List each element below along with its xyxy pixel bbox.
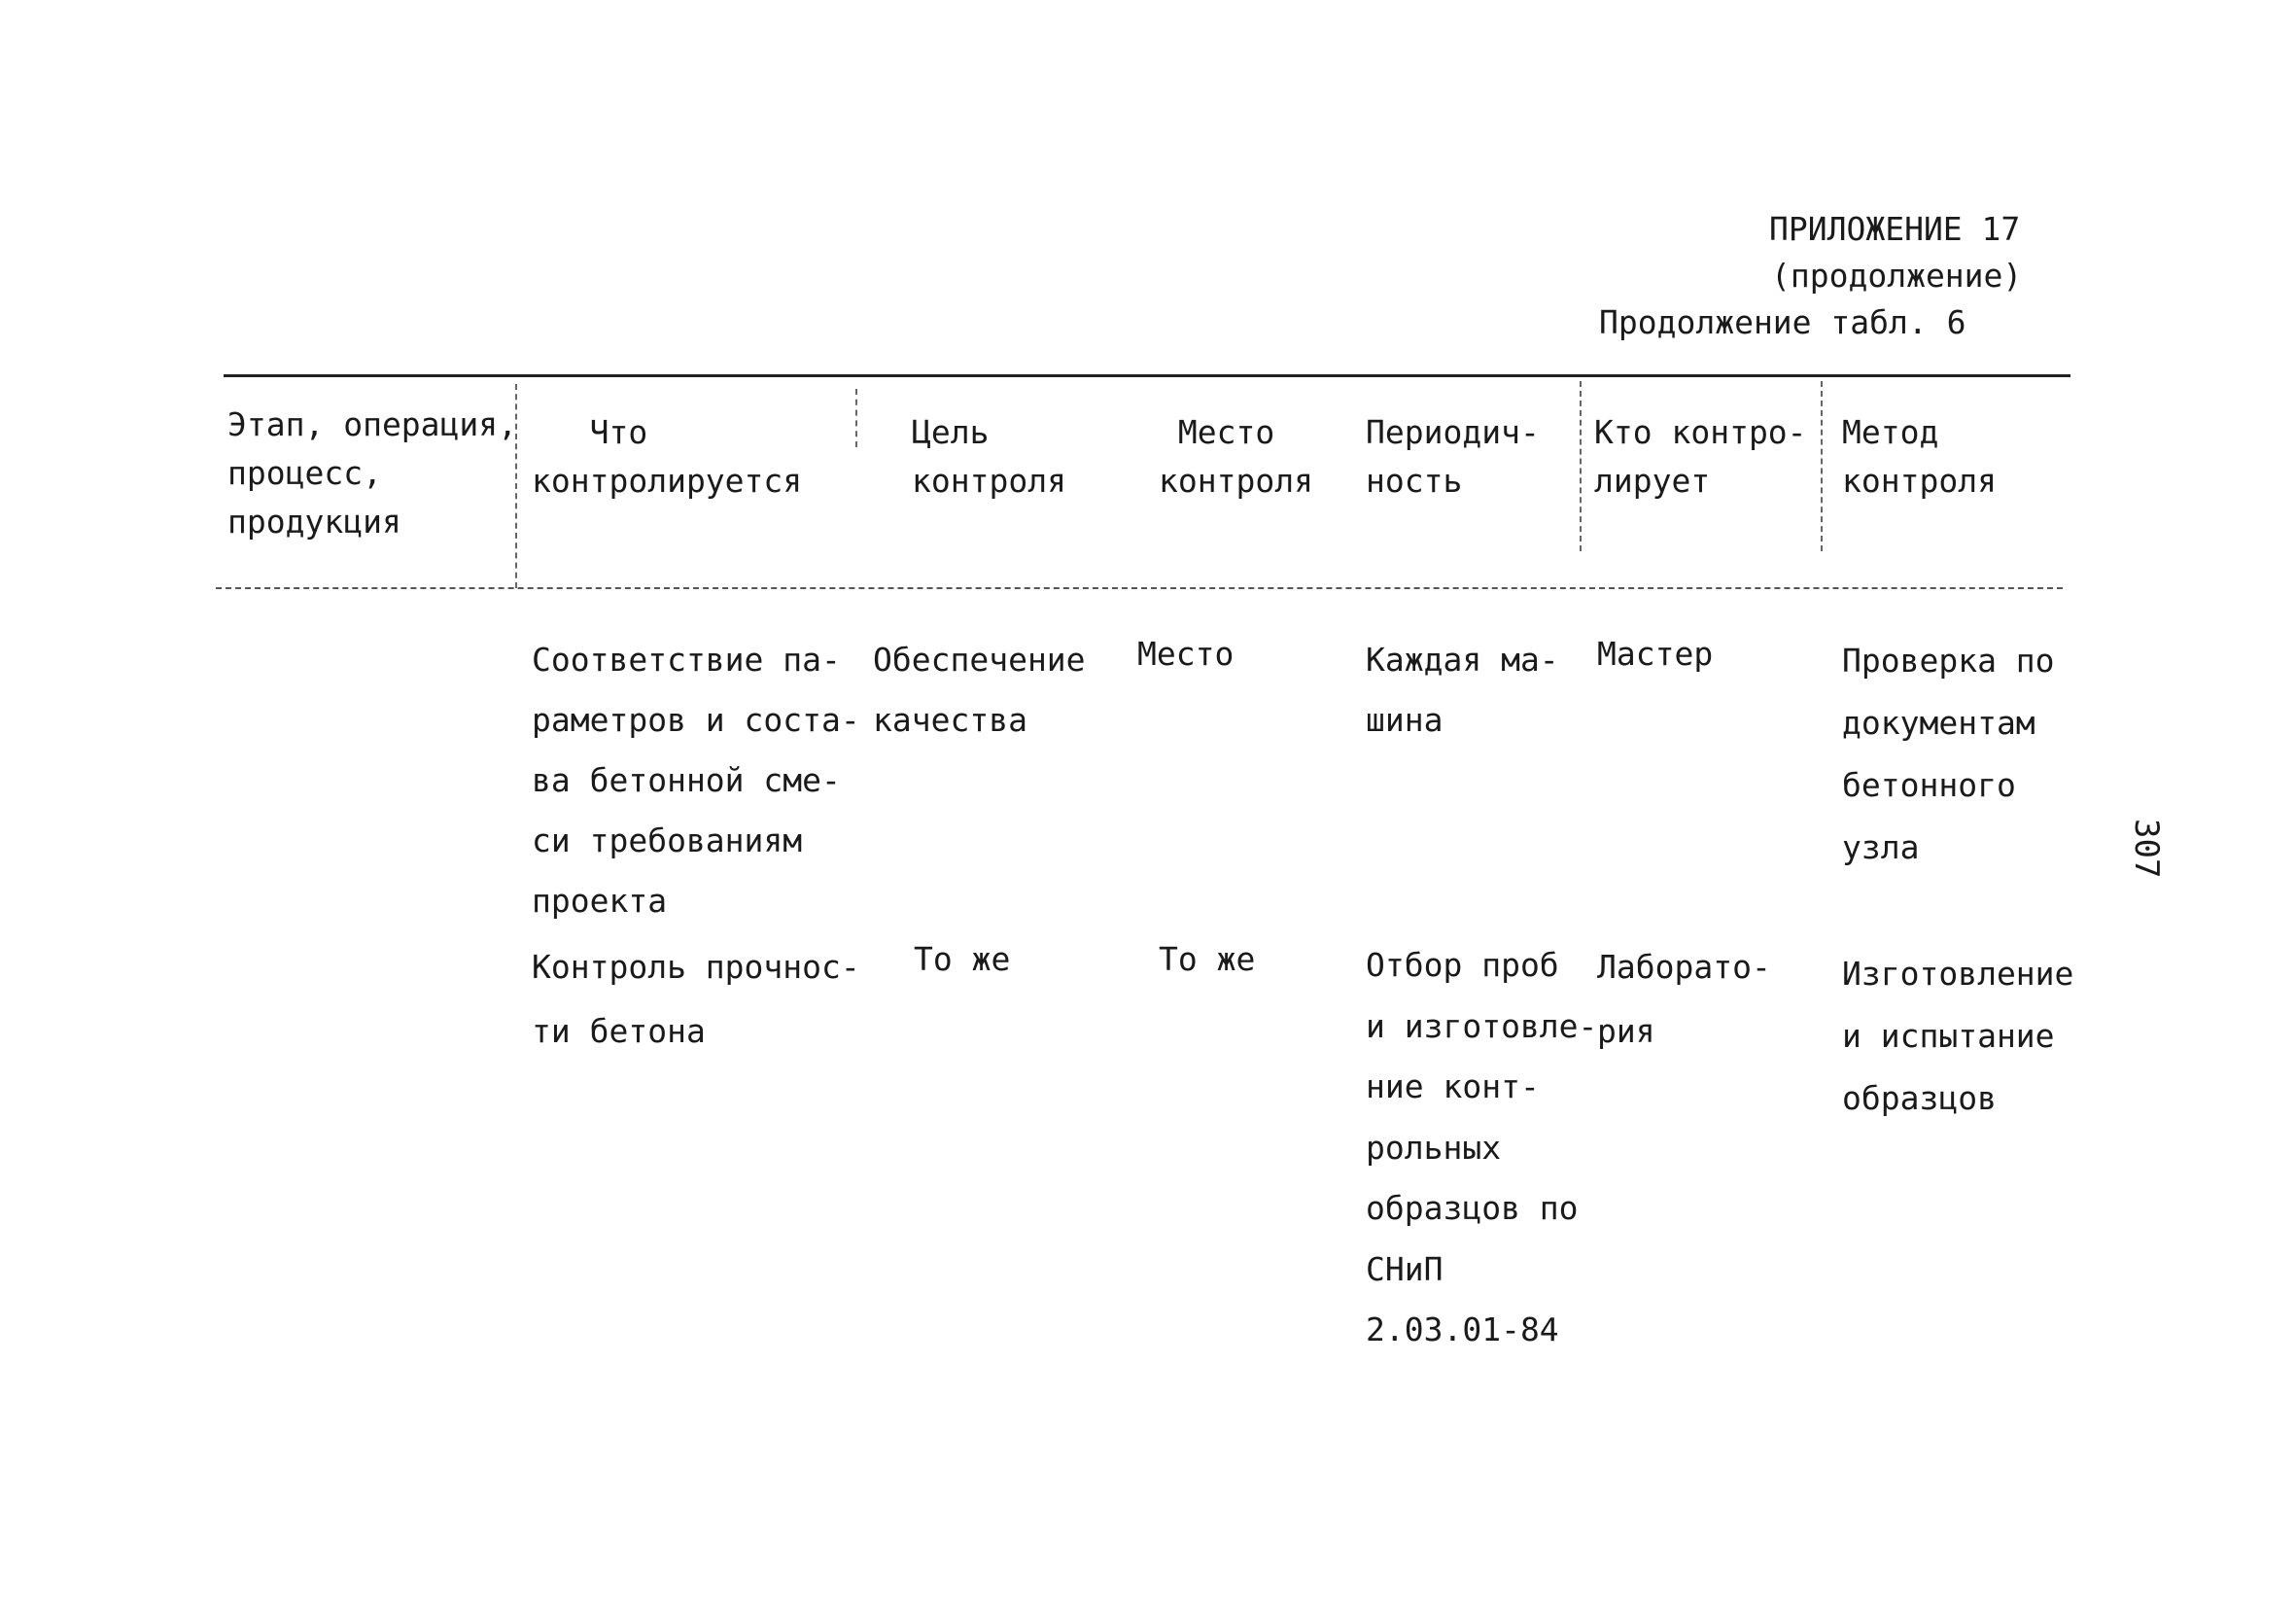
table-top-border	[224, 374, 2070, 377]
column-header-who: Кто контро- лирует	[1594, 413, 1807, 500]
table-row-2-period: Отбор проб и изготовле- ние конт- рольных образцов по СНиП 2.03.01-84	[1366, 946, 1598, 1348]
column-header-method: Метод контроля	[1842, 413, 1997, 500]
column-header-place: Место контроля	[1159, 413, 1313, 500]
table-row-2-goal: То же	[914, 940, 1011, 978]
column-header-stage: Этап, операция, процесс, продукция	[227, 405, 518, 541]
column-header-what: Что контролируется	[532, 413, 803, 500]
table-row-2-who: Лаборато- рия	[1597, 948, 1771, 1050]
table-row-1-goal: Обеспечение качества	[873, 641, 1086, 739]
table-row-1-place: Место	[1137, 635, 1235, 673]
table-caption: Продолжение табл. 6	[1599, 303, 1966, 341]
table-row-1-period: Каждая ма- шина	[1366, 641, 1559, 739]
appendix-title: ПРИЛОЖЕНИЕ 17	[1769, 210, 2021, 248]
column-header-goal: Цель контроля	[912, 413, 1066, 500]
page-number: 307	[2127, 819, 2166, 879]
table-row-2-what: Контроль прочнос- ти бетона	[532, 948, 860, 1050]
table-row-1-what: Соответствие па- раметров и соста- ва бетонной сме- си требованиям проекта	[532, 641, 860, 920]
column-divider-3	[1580, 381, 1582, 551]
column-header-period: Периодич- ность	[1366, 413, 1540, 500]
header-bottom-border	[216, 587, 2063, 589]
table-row-1-who: Мастер	[1597, 635, 1714, 673]
appendix-continuation: (продолжение)	[1771, 257, 2023, 295]
table-row-1-method: Проверка по документам бетонного узла	[1842, 642, 2055, 866]
table-row-2-method: Изготовление и испытание образцов	[1842, 955, 2074, 1117]
table-row-2-place: То же	[1159, 940, 1256, 978]
column-divider-2	[855, 389, 857, 447]
column-divider-4	[1821, 381, 1823, 551]
